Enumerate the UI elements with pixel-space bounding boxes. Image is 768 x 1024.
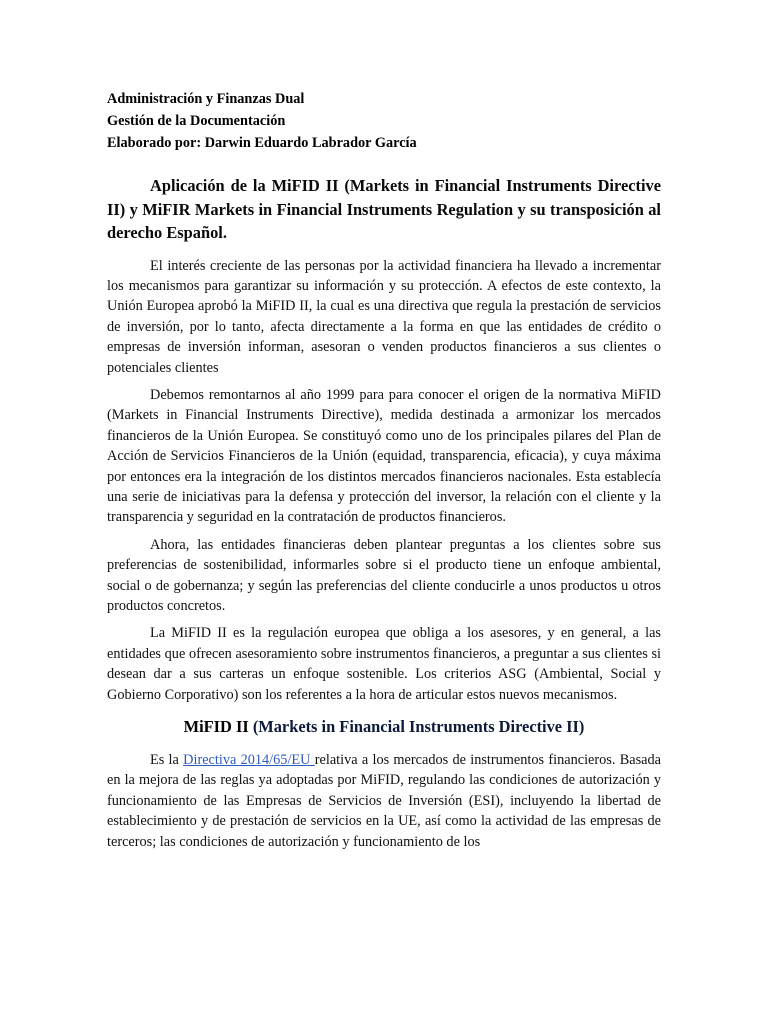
section-title-main: (Markets in Financial Instruments Directive II): [252, 717, 585, 737]
document-title: Aplicación de la MiFID II (Markets in Financial Instruments Directive II) y MiFIR Markets in Financial Instruments Regulation y su transposición al derecho Español.: [107, 176, 661, 242]
document-header: [107, 88, 661, 154]
section-title-prefix: MiFID II: [183, 717, 253, 737]
paragraph-directive-start: Es la: [150, 752, 184, 769]
course-name: Administración y Finanzas Dual: [107, 91, 305, 107]
paragraph-intro: El interés creciente de las personas por la actividad financiera ha llevado a incrementar los mecanismos para garantizar su información y su protección. A efectos de este contexto, la Unión Europea aprobó la MiFID II, la cual es una directiva que regula la prestación de servicios de inversión, por lo tanto, afecta directamente a la forma en que las entidades de crédito o empresas de inversión informan, asesoran o venden productos financieros a sus clientes o potenciales clientes: [107, 257, 661, 376]
paragraph-directive-rest: relativa a los mercados de instrumentos financieros. Basada en la mejora de las reglas ya adoptadas por MiFID, regulando las condiciones de autorización y funcionamiento de las Empresas de Servicios de Inversión (ESI), incluyendo la libertad de establecimiento y de prestación de servicios en la UE, así como la actividad de las empresas de terceros; las condiciones de autorización y funcionamiento de los: [107, 752, 661, 850]
module-name: Gestión de la Documentación: [107, 113, 286, 129]
author-line: Elaborado por: Darwin Eduardo Labrador García: [107, 135, 417, 151]
paragraph-origin: Debemos remontarnos al año 1999 para para conocer el origen de la normativa MiFID (Markets in Financial Instruments Directive), medida destinada a armonizar los mercados financieros de la Unión Europea. Se constituyó como uno de los principales pilares del Plan de Acción de Servicios Financieros de la Unión (equidad, transparencia, eficacia), y cuya máxima por entonces era la integración de los distintos mercados financieros nacionales. Esta establecía una serie de iniciativas para la defensa y protección del inversor, la relación con el cliente y la transparencia y seguridad en la contratación de productos financieros.: [107, 386, 661, 526]
paragraph-sustainability: Ahora, las entidades financieras deben plantear preguntas a los clientes sobre sus preferencias de sostenibilidad, informarles sobre si el producto tiene un enfoque ambiental, social o de gobernanza; y según las preferencias del cliente conducirle a unos productos u otros productos concretos.: [107, 536, 661, 614]
section-title: [107, 715, 661, 739]
paragraph-asg-criteria: La MiFID II es la regulación europea que obliga a los asesores, y en general, a las entidades que ofrecen asesoramiento sobre instrumentos financieros, a preguntar a sus clientes si desean dar a sus carteras un enfoque sostenible. Los criterios ASG (Ambiental, Social y Gobierno Corporativo) son los referentes a la hora de articular estos nuevos mecanismos.: [107, 625, 661, 703]
directive-link[interactable]: Directiva 2014/65/EU: [183, 752, 315, 769]
document-page: [107, 88, 661, 859]
paragraph-directive: [107, 750, 661, 852]
